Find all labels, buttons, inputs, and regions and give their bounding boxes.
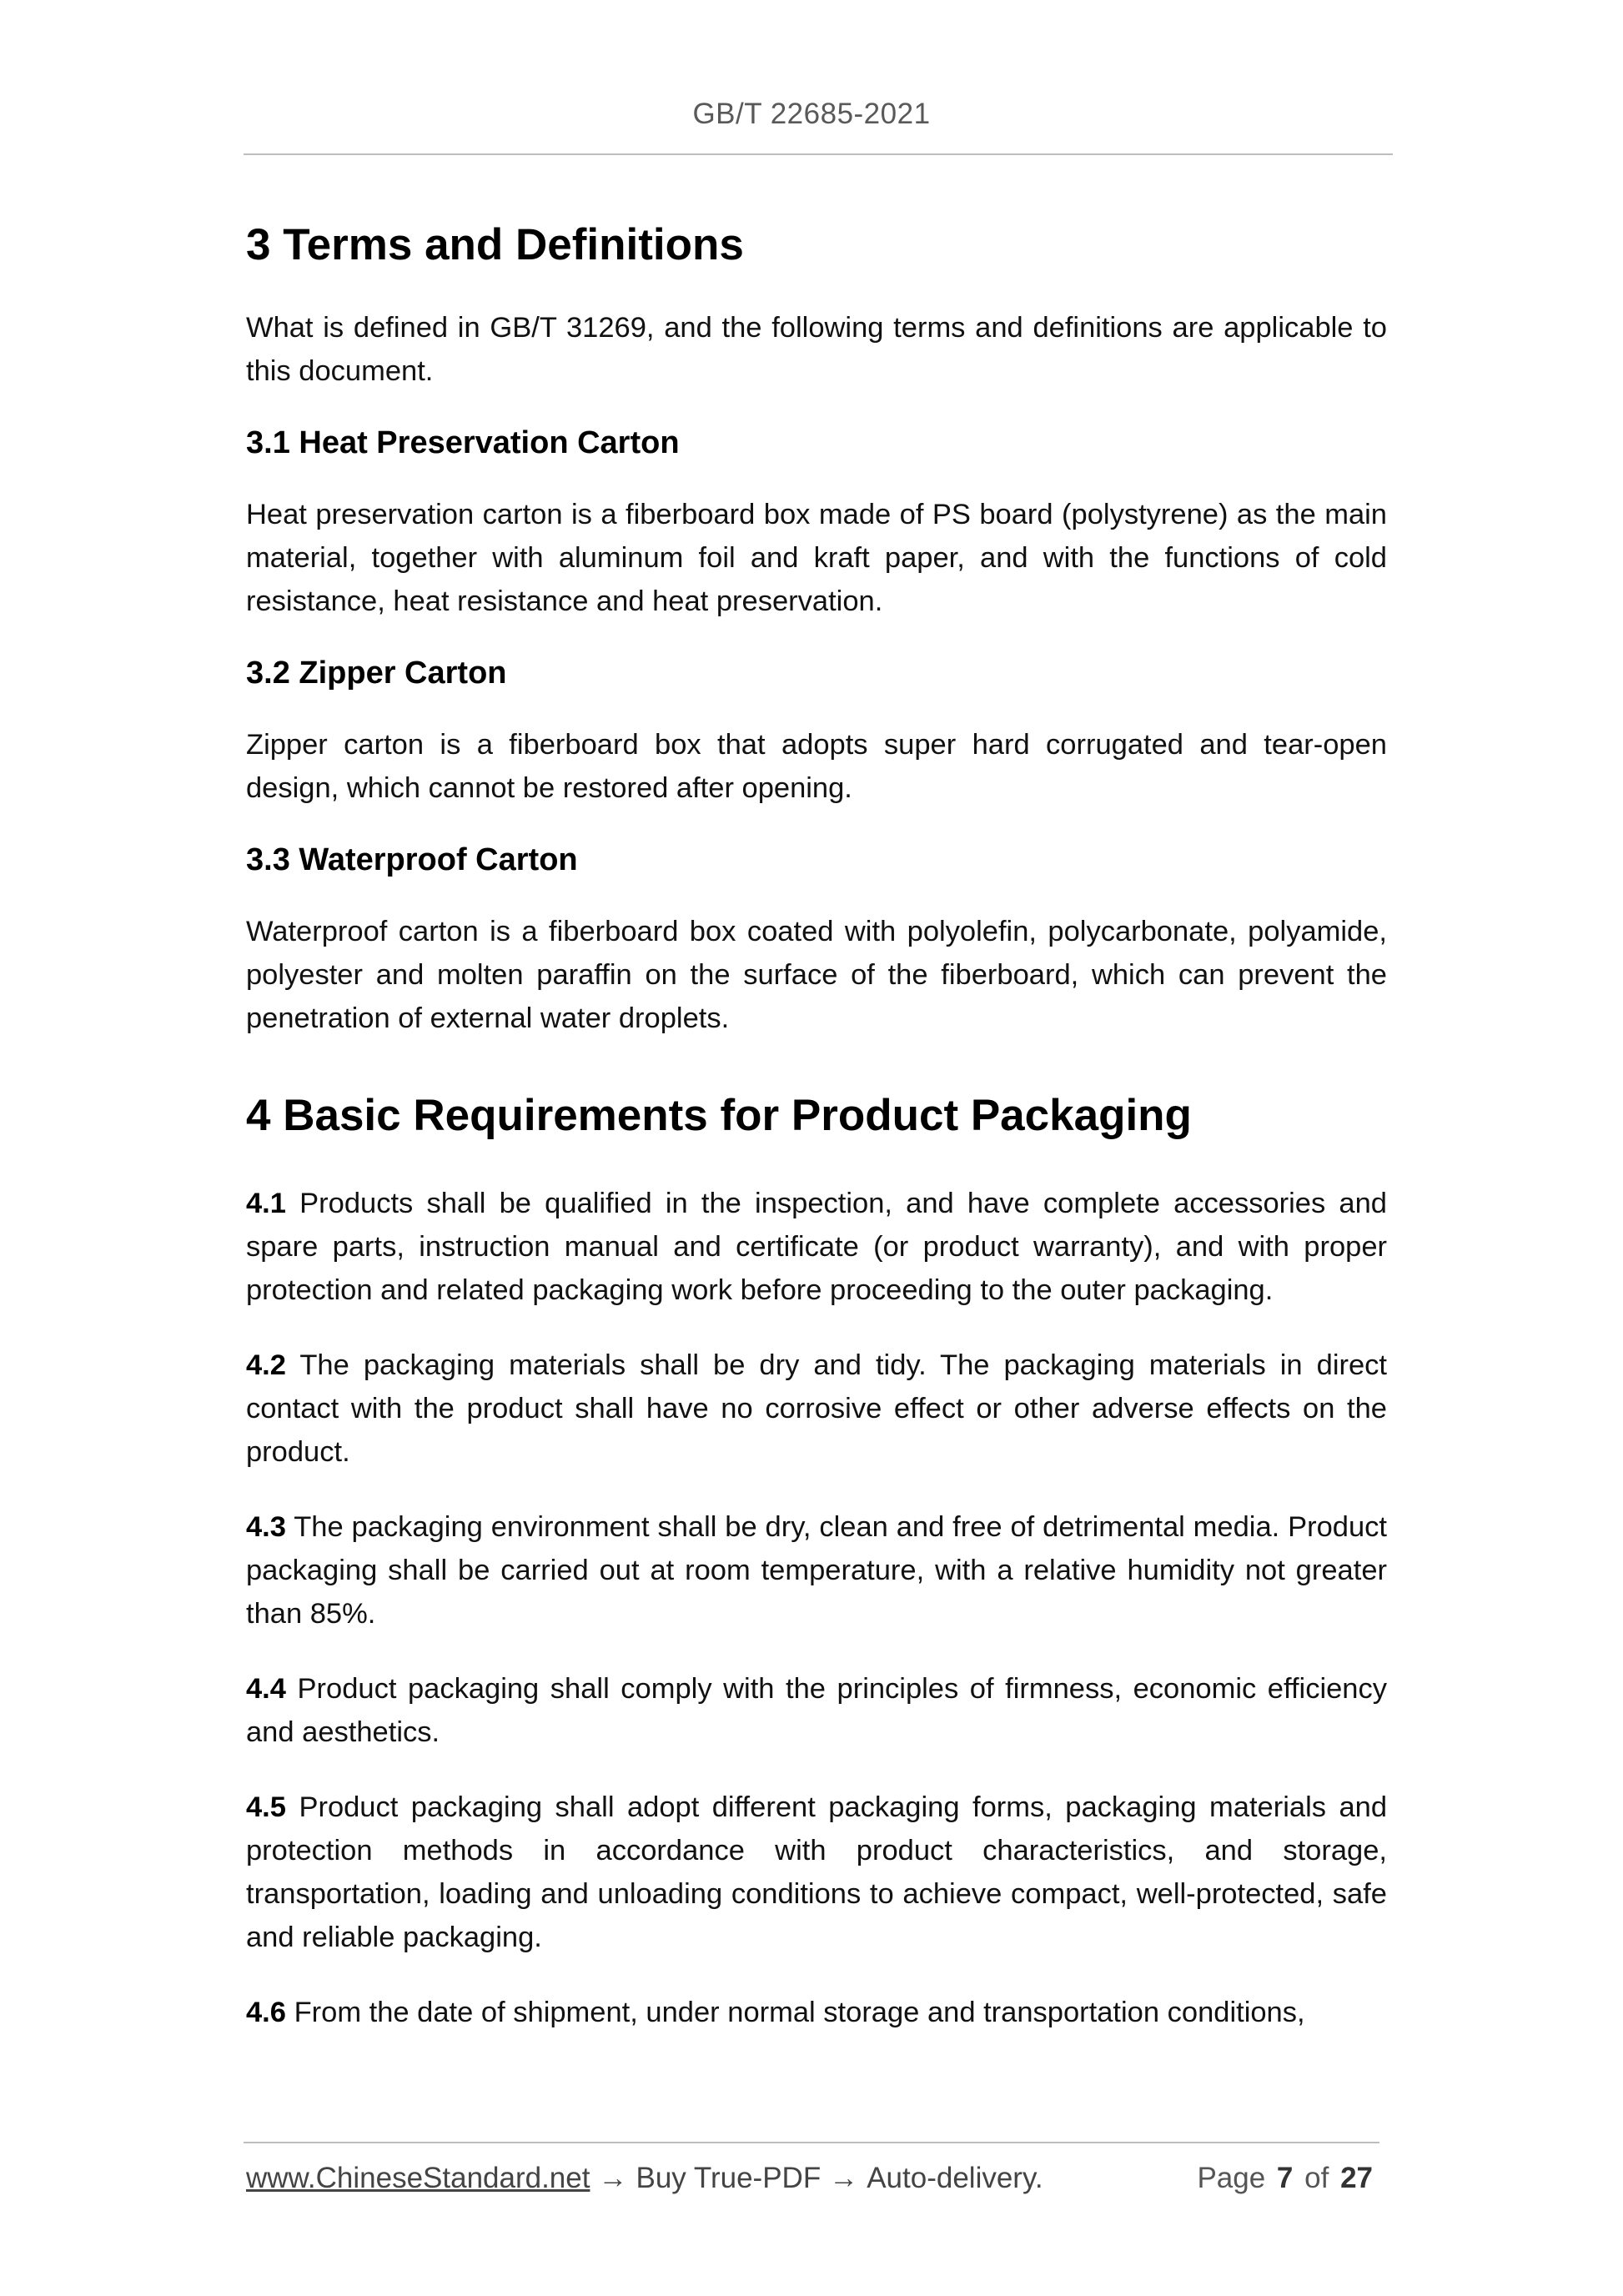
term-3-3-title: 3.3 Waterproof Carton — [246, 842, 578, 877]
clause-4-1 — [246, 1182, 1387, 1312]
page-current: 7 — [1276, 2162, 1294, 2194]
clause-number: 4.5 — [246, 1791, 286, 1823]
footer-promo — [246, 2162, 1043, 2195]
buy-text: Buy True-PDF — [636, 2162, 822, 2194]
page-of: of — [1304, 2162, 1329, 2194]
arrow-right-icon: → — [598, 2162, 628, 2194]
website-link[interactable]: www.ChineseStandard.net — [246, 2162, 590, 2194]
term-3-2-body: Zipper carton is a fiberboard box that adopts super hard corrugated and tear-open design, which cannot be restored after opening. — [246, 729, 1387, 804]
clause-4-5 — [246, 1786, 1387, 1959]
clause-4-3 — [246, 1505, 1387, 1635]
clause-number: 4.2 — [246, 1349, 286, 1381]
page-label: Page — [1197, 2162, 1266, 2194]
term-3-1-title: 3.1 Heat Preservation Carton — [246, 425, 680, 460]
clause-text: The packaging environment shall be dry, clean and free of detrimental media. Product packaging shall be carried out at room temperature, with a relative humidity not greater than 85%. — [246, 1511, 1387, 1630]
clause-4-2 — [246, 1344, 1387, 1474]
clause-text: From the date of shipment, under normal storage and transportation conditions, — [294, 1997, 1305, 2028]
clause-text: Products shall be qualified in the inspection, and have complete accessories and spare parts, instruction manual and certificate (or product warranty), and with proper protection and related packaging work before proceeding to the outer packaging. — [246, 1188, 1387, 1306]
term-3-3-body: Waterproof carton is a fiberboard box coated with polyolefin, polycarbonate, polyamide, polyester and molten paraffin on the surface of the fiberboard, which can prevent the penetration of external water droplets. — [246, 916, 1387, 1034]
clause-number: 4.4 — [246, 1673, 286, 1705]
clause-text: Product packaging shall comply with the principles of firmness, economic efficiency and aesthetics. — [246, 1673, 1387, 1748]
section-3-intro: What is defined in GB/T 31269, and the following terms and definitions are applicable to this document. — [246, 312, 1387, 387]
clause-number: 4.6 — [246, 1997, 286, 2028]
clause-4-4 — [246, 1667, 1387, 1754]
clause-text: Product packaging shall adopt different packaging forms, packaging materials and protection methods in accordance with product characteristics, and storage, transportation, loading and unloading conditions to achieve compact, well-protected, safe and reliable packaging. — [246, 1791, 1388, 1953]
clause-number: 4.3 — [246, 1511, 286, 1543]
running-header: GB/T 22685-2021 — [692, 98, 931, 130]
footer-rule — [244, 2142, 1379, 2143]
delivery-text: Auto-delivery. — [867, 2162, 1043, 2194]
section-3-title: 3 Terms and Definitions — [246, 220, 744, 269]
term-3-2-title: 3.2 Zipper Carton — [246, 656, 507, 691]
page-content — [246, 213, 1387, 2034]
term-3-1-body: Heat preservation carton is a fiberboard box made of PS board (polystyrene) as the main material, together with aluminum foil and kraft paper, and with the functions of cold resistance, heat resistance and heat preservation. — [246, 499, 1387, 617]
clause-number: 4.1 — [246, 1188, 286, 1219]
clause-4-6 — [246, 1991, 1387, 2034]
section-4-title: 4 Basic Requirements for Product Packaging — [246, 1091, 1192, 1140]
page-total: 27 — [1340, 2162, 1373, 2194]
arrow-right-icon: → — [829, 2162, 859, 2194]
clause-text: The packaging materials shall be dry and tidy. The packaging materials in direct contact with the product shall have no corrosive effect or other adverse effects on the product. — [246, 1349, 1387, 1468]
header-rule — [244, 153, 1393, 155]
page-number — [1197, 2162, 1376, 2195]
